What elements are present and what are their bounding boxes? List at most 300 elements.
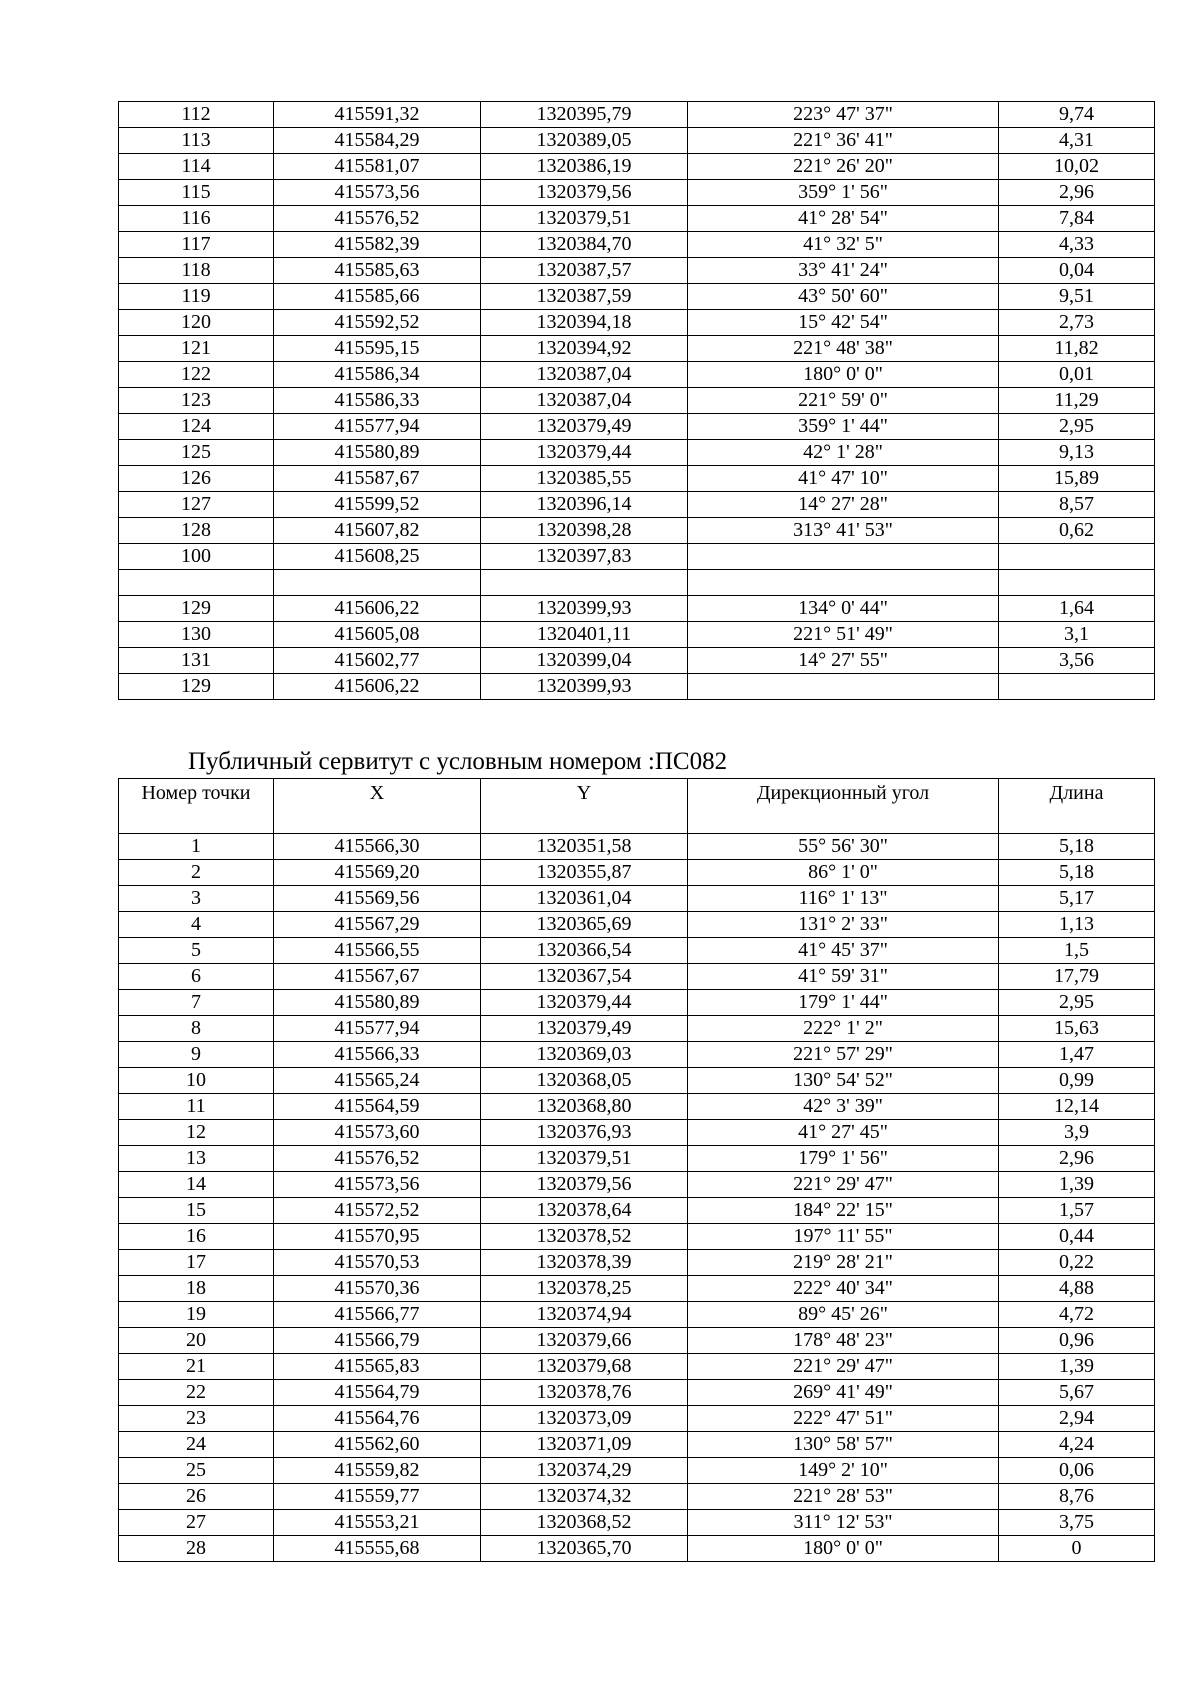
servitude-caption: Публичный сервитут с условным номером :ПС082 [188,748,728,775]
point-number-cell: 15 [119,1198,274,1224]
y-cell: 1320379,49 [481,1016,688,1042]
bearing-cell: 179° 1' 56" [688,1146,999,1172]
x-cell: 415576,52 [274,1146,481,1172]
bearing-cell: 178° 48' 23" [688,1328,999,1354]
point-number-cell: 128 [119,518,274,544]
y-cell: 1320379,56 [481,1172,688,1198]
length-cell: 1,13 [999,912,1155,938]
table-row [119,834,1155,860]
table2-header-row [119,779,1155,834]
header-bearing: Дирекционный угол [688,779,999,834]
length-cell: 1,39 [999,1354,1155,1380]
table-row [119,466,1155,492]
table-row [119,258,1155,284]
point-number-cell: 116 [119,206,274,232]
bearing-cell: 219° 28' 21" [688,1250,999,1276]
bearing-cell: 33° 41' 24" [688,258,999,284]
bearing-cell: 313° 41' 53" [688,518,999,544]
bearing-cell: 223° 47' 37" [688,102,999,128]
y-cell: 1320397,83 [481,544,688,570]
y-cell: 1320387,04 [481,388,688,414]
x-cell: 415608,25 [274,544,481,570]
table-row [119,1042,1155,1068]
length-cell: 11,82 [999,336,1155,362]
y-cell: 1320379,66 [481,1328,688,1354]
y-cell: 1320374,32 [481,1484,688,1510]
y-cell: 1320374,29 [481,1458,688,1484]
point-number-cell: 13 [119,1146,274,1172]
point-number-cell: 3 [119,886,274,912]
x-cell: 415586,34 [274,362,481,388]
point-number-cell: 119 [119,284,274,310]
point-number-cell: 115 [119,180,274,206]
length-cell: 1,57 [999,1198,1155,1224]
x-cell: 415565,83 [274,1354,481,1380]
point-number-cell: 100 [119,544,274,570]
point-number-cell: 9 [119,1042,274,1068]
bearing-cell: 221° 59' 0" [688,388,999,414]
length-cell: 3,56 [999,648,1155,674]
y-cell: 1320395,79 [481,102,688,128]
y-cell: 1320398,28 [481,518,688,544]
x-cell: 415576,52 [274,206,481,232]
x-cell: 415591,32 [274,102,481,128]
length-cell: 3,1 [999,622,1155,648]
x-cell: 415570,95 [274,1224,481,1250]
length-cell: 8,57 [999,492,1155,518]
point-number-cell: 14 [119,1172,274,1198]
y-cell: 1320379,44 [481,440,688,466]
y-cell: 1320351,58 [481,834,688,860]
header-x: X [274,779,481,834]
bearing-cell: 180° 0' 0" [688,362,999,388]
x-cell [274,570,481,596]
table-row [119,596,1155,622]
bearing-cell [688,544,999,570]
table-row [119,1328,1155,1354]
point-number-cell: 7 [119,990,274,1016]
point-number-cell: 18 [119,1276,274,1302]
point-number-cell: 2 [119,860,274,886]
bearing-cell: 89° 45' 26" [688,1302,999,1328]
bearing-cell: 86° 1' 0" [688,860,999,886]
table-row [119,388,1155,414]
length-cell: 15,63 [999,1016,1155,1042]
length-cell: 1,47 [999,1042,1155,1068]
x-cell: 415586,33 [274,388,481,414]
point-number-cell: 19 [119,1302,274,1328]
point-number-cell: 113 [119,128,274,154]
length-cell: 2,95 [999,990,1155,1016]
point-number-cell: 120 [119,310,274,336]
length-cell [999,570,1155,596]
x-cell: 415595,15 [274,336,481,362]
bearing-cell: 311° 12' 53" [688,1510,999,1536]
point-number-cell: 5 [119,938,274,964]
point-number-cell: 112 [119,102,274,128]
y-cell: 1320394,92 [481,336,688,362]
table-row [119,284,1155,310]
length-cell: 17,79 [999,964,1155,990]
table-row [119,128,1155,154]
coordinates-table-ps082 [118,778,1155,1562]
x-cell: 415559,82 [274,1458,481,1484]
x-cell: 415573,56 [274,180,481,206]
x-cell: 415599,52 [274,492,481,518]
point-number-cell: 26 [119,1484,274,1510]
length-cell: 2,73 [999,310,1155,336]
length-cell: 2,96 [999,180,1155,206]
y-cell: 1320399,93 [481,596,688,622]
table-row [119,310,1155,336]
x-cell: 415606,22 [274,596,481,622]
y-cell: 1320401,11 [481,622,688,648]
bearing-cell: 43° 50' 60" [688,284,999,310]
x-cell: 415564,59 [274,1094,481,1120]
x-cell: 415580,89 [274,440,481,466]
length-cell: 0,62 [999,518,1155,544]
table-row [119,1302,1155,1328]
x-cell: 415565,24 [274,1068,481,1094]
point-number-cell: 4 [119,912,274,938]
point-number-cell: 117 [119,232,274,258]
bearing-cell: 134° 0' 44" [688,596,999,622]
y-cell: 1320368,80 [481,1094,688,1120]
header-length: Длина [999,779,1155,834]
table-row [119,1198,1155,1224]
length-cell: 0,22 [999,1250,1155,1276]
x-cell: 415567,67 [274,964,481,990]
point-number-cell: 21 [119,1354,274,1380]
bearing-cell: 41° 47' 10" [688,466,999,492]
length-cell: 4,33 [999,232,1155,258]
x-cell: 415587,67 [274,466,481,492]
table-row [119,1224,1155,1250]
length-cell: 1,5 [999,938,1155,964]
bearing-cell: 41° 28' 54" [688,206,999,232]
coordinates-table-continuation [118,101,1155,700]
y-cell: 1320399,04 [481,648,688,674]
table-row [119,206,1155,232]
y-cell: 1320387,57 [481,258,688,284]
point-number-cell [119,570,274,596]
table-row [119,544,1155,570]
table-row [119,964,1155,990]
bearing-cell: 149° 2' 10" [688,1458,999,1484]
y-cell: 1320399,93 [481,674,688,700]
x-cell: 415602,77 [274,648,481,674]
x-cell: 415592,52 [274,310,481,336]
point-number-cell: 16 [119,1224,274,1250]
bearing-cell: 222° 47' 51" [688,1406,999,1432]
length-cell: 5,17 [999,886,1155,912]
x-cell: 415566,79 [274,1328,481,1354]
y-cell: 1320368,05 [481,1068,688,1094]
x-cell: 415606,22 [274,674,481,700]
x-cell: 415553,21 [274,1510,481,1536]
x-cell: 415562,60 [274,1432,481,1458]
y-cell: 1320367,54 [481,964,688,990]
y-cell: 1320369,03 [481,1042,688,1068]
point-number-cell: 126 [119,466,274,492]
bearing-cell: 179° 1' 44" [688,990,999,1016]
length-cell: 4,72 [999,1302,1155,1328]
bearing-cell: 222° 40' 34" [688,1276,999,1302]
x-cell: 415605,08 [274,622,481,648]
point-number-cell: 1 [119,834,274,860]
table-row [119,912,1155,938]
bearing-cell: 359° 1' 44" [688,414,999,440]
table-row [119,362,1155,388]
x-cell: 415555,68 [274,1536,481,1562]
table-row [119,1250,1155,1276]
table-row [119,1120,1155,1146]
bearing-cell: 221° 57' 29" [688,1042,999,1068]
point-number-cell: 124 [119,414,274,440]
x-cell: 415569,20 [274,860,481,886]
bearing-cell: 222° 1' 2" [688,1016,999,1042]
x-cell: 415580,89 [274,990,481,1016]
table-row [119,1536,1155,1562]
table-row [119,414,1155,440]
x-cell: 415572,52 [274,1198,481,1224]
y-cell: 1320379,56 [481,180,688,206]
y-cell: 1320387,59 [481,284,688,310]
length-cell: 5,18 [999,834,1155,860]
y-cell: 1320394,18 [481,310,688,336]
bearing-cell: 14° 27' 55" [688,648,999,674]
y-cell: 1320371,09 [481,1432,688,1458]
table-row [119,1510,1155,1536]
point-number-cell: 27 [119,1510,274,1536]
y-cell [481,570,688,596]
x-cell: 415581,07 [274,154,481,180]
y-cell: 1320378,64 [481,1198,688,1224]
table-row [119,860,1155,886]
table-row [119,154,1155,180]
point-number-cell: 122 [119,362,274,388]
y-cell: 1320379,49 [481,414,688,440]
length-cell: 5,18 [999,860,1155,886]
point-number-cell: 24 [119,1432,274,1458]
y-cell: 1320378,52 [481,1224,688,1250]
length-cell: 0,06 [999,1458,1155,1484]
length-cell: 0,99 [999,1068,1155,1094]
y-cell: 1320376,93 [481,1120,688,1146]
x-cell: 415566,33 [274,1042,481,1068]
bearing-cell: 221° 36' 41" [688,128,999,154]
table-row [119,886,1155,912]
table-row [119,1432,1155,1458]
length-cell: 1,64 [999,596,1155,622]
bearing-cell: 221° 51' 49" [688,622,999,648]
y-cell: 1320378,25 [481,1276,688,1302]
length-cell: 11,29 [999,388,1155,414]
length-cell: 10,02 [999,154,1155,180]
length-cell: 0,04 [999,258,1155,284]
bearing-cell: 55° 56' 30" [688,834,999,860]
header-y: Y [481,779,688,834]
table-row [119,1068,1155,1094]
y-cell: 1320379,68 [481,1354,688,1380]
point-number-cell: 127 [119,492,274,518]
bearing-cell: 42° 1' 28" [688,440,999,466]
point-number-cell: 20 [119,1328,274,1354]
length-cell: 0,44 [999,1224,1155,1250]
point-number-cell: 114 [119,154,274,180]
table-row [119,674,1155,700]
x-cell: 415566,30 [274,834,481,860]
bearing-cell: 15° 42' 54" [688,310,999,336]
length-cell: 4,31 [999,128,1155,154]
length-cell: 2,94 [999,1406,1155,1432]
bearing-cell: 221° 48' 38" [688,336,999,362]
bearing-cell [688,674,999,700]
bearing-cell: 41° 45' 37" [688,938,999,964]
x-cell: 415566,77 [274,1302,481,1328]
point-number-cell: 12 [119,1120,274,1146]
length-cell [999,544,1155,570]
bearing-cell: 130° 54' 52" [688,1068,999,1094]
table-row [119,622,1155,648]
bearing-cell: 116° 1' 13" [688,886,999,912]
x-cell: 415566,55 [274,938,481,964]
point-number-cell: 17 [119,1250,274,1276]
length-cell: 4,88 [999,1276,1155,1302]
point-number-cell: 10 [119,1068,274,1094]
length-cell: 9,51 [999,284,1155,310]
table-row [119,232,1155,258]
point-number-cell: 8 [119,1016,274,1042]
length-cell: 5,67 [999,1380,1155,1406]
table-row [119,518,1155,544]
table-row [119,180,1155,206]
table-row [119,1276,1155,1302]
bearing-cell: 42° 3' 39" [688,1094,999,1120]
header-point-number: Номер точки [119,779,274,834]
table-row [119,440,1155,466]
y-cell: 1320387,04 [481,362,688,388]
point-number-cell: 25 [119,1458,274,1484]
x-cell: 415573,60 [274,1120,481,1146]
bearing-cell: 184° 22' 15" [688,1198,999,1224]
bearing-cell: 221° 28' 53" [688,1484,999,1510]
x-cell: 415570,53 [274,1250,481,1276]
bearing-cell: 41° 27' 45" [688,1120,999,1146]
y-cell: 1320379,44 [481,990,688,1016]
length-cell: 9,13 [999,440,1155,466]
bearing-cell: 221° 29' 47" [688,1172,999,1198]
x-cell: 415577,94 [274,1016,481,1042]
y-cell: 1320373,09 [481,1406,688,1432]
x-cell: 415585,66 [274,284,481,310]
x-cell: 415567,29 [274,912,481,938]
bearing-cell: 14° 27' 28" [688,492,999,518]
y-cell: 1320379,51 [481,206,688,232]
table-row [119,1172,1155,1198]
point-number-cell: 125 [119,440,274,466]
bearing-cell: 130° 58' 57" [688,1432,999,1458]
y-cell: 1320366,54 [481,938,688,964]
point-number-cell: 131 [119,648,274,674]
bearing-cell: 41° 32' 5" [688,232,999,258]
point-number-cell: 121 [119,336,274,362]
length-cell: 0,96 [999,1328,1155,1354]
y-cell: 1320384,70 [481,232,688,258]
table-row [119,648,1155,674]
x-cell: 415564,79 [274,1380,481,1406]
table-row [119,492,1155,518]
x-cell: 415559,77 [274,1484,481,1510]
point-number-cell: 6 [119,964,274,990]
y-cell: 1320365,69 [481,912,688,938]
table-row [119,990,1155,1016]
length-cell: 0,01 [999,362,1155,388]
bearing-cell: 221° 29' 47" [688,1354,999,1380]
table-row [119,938,1155,964]
bearing-cell: 180° 0' 0" [688,1536,999,1562]
length-cell: 15,89 [999,466,1155,492]
length-cell: 2,96 [999,1146,1155,1172]
x-cell: 415577,94 [274,414,481,440]
y-cell: 1320385,55 [481,466,688,492]
y-cell: 1320386,19 [481,154,688,180]
length-cell: 2,95 [999,414,1155,440]
table-row [119,570,1155,596]
x-cell: 415585,63 [274,258,481,284]
length-cell: 8,76 [999,1484,1155,1510]
y-cell: 1320396,14 [481,492,688,518]
length-cell: 3,75 [999,1510,1155,1536]
length-cell: 9,74 [999,102,1155,128]
table-row [119,1146,1155,1172]
table-row [119,1380,1155,1406]
table-row [119,1484,1155,1510]
length-cell: 1,39 [999,1172,1155,1198]
length-cell [999,674,1155,700]
table1-body [119,102,1155,700]
point-number-cell: 23 [119,1406,274,1432]
table-row [119,1458,1155,1484]
table-row [119,336,1155,362]
x-cell: 415584,29 [274,128,481,154]
bearing-cell: 197° 11' 55" [688,1224,999,1250]
y-cell: 1320379,51 [481,1146,688,1172]
point-number-cell: 118 [119,258,274,284]
x-cell: 415582,39 [274,232,481,258]
x-cell: 415607,82 [274,518,481,544]
x-cell: 415573,56 [274,1172,481,1198]
x-cell: 415569,56 [274,886,481,912]
length-cell: 7,84 [999,206,1155,232]
bearing-cell: 359° 1' 56" [688,180,999,206]
y-cell: 1320378,39 [481,1250,688,1276]
point-number-cell: 130 [119,622,274,648]
bearing-cell: 131° 2' 33" [688,912,999,938]
y-cell: 1320389,05 [481,128,688,154]
y-cell: 1320355,87 [481,860,688,886]
y-cell: 1320374,94 [481,1302,688,1328]
length-cell: 12,14 [999,1094,1155,1120]
table-row [119,1354,1155,1380]
point-number-cell: 129 [119,674,274,700]
point-number-cell: 28 [119,1536,274,1562]
point-number-cell: 11 [119,1094,274,1120]
y-cell: 1320368,52 [481,1510,688,1536]
bearing-cell: 269° 41' 49" [688,1380,999,1406]
table-row [119,102,1155,128]
point-number-cell: 22 [119,1380,274,1406]
